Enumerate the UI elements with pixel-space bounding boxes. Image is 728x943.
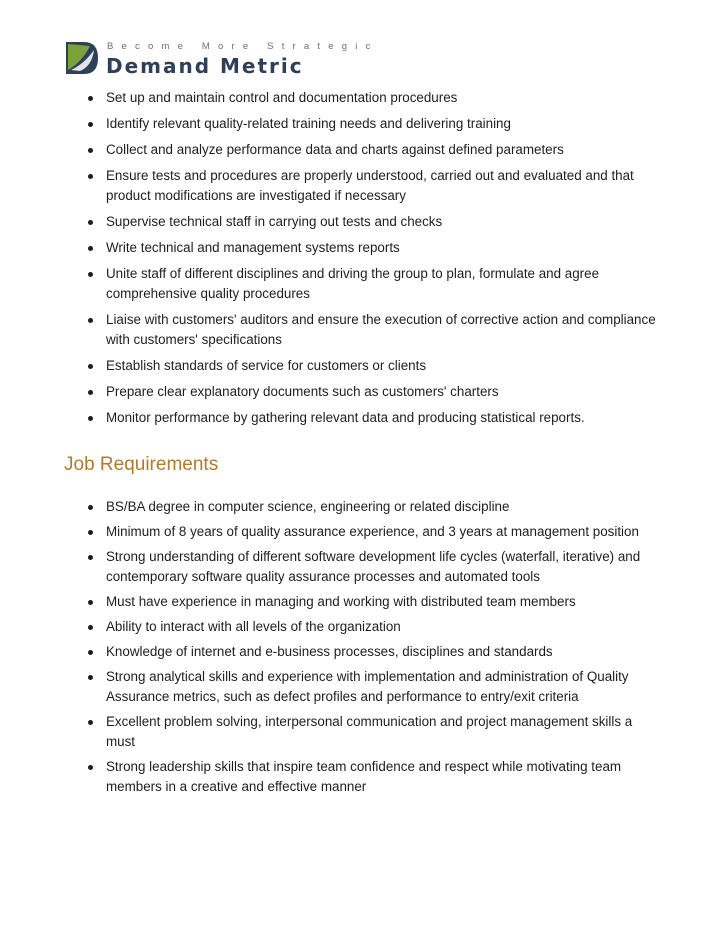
requirement-list-item: Ability to interact with all levels of the organization — [88, 617, 658, 637]
duty-list-item: Prepare clear explanatory documents such as customers' charters — [88, 382, 658, 402]
section-heading-job-requirements: Job Requirements — [64, 454, 219, 475]
duty-list-item: Set up and maintain control and documentation procedures — [88, 88, 658, 108]
requirement-list-item: Strong understanding of different software development life cycles (waterfall, iterative) and contemporary software quality assurance processes and automated tools — [88, 547, 658, 587]
duty-list-item: Collect and analyze performance data and charts against defined parameters — [88, 140, 658, 160]
duty-list-item: Monitor performance by gathering relevant data and producing statistical reports. — [88, 408, 658, 428]
requirement-list-item: Strong leadership skills that inspire team confidence and respect while motivating team members in a creative and effective manner — [88, 757, 658, 797]
duties-list — [88, 88, 658, 434]
demand-metric-logo — [64, 40, 379, 80]
requirement-list-item: Strong analytical skills and experience with implementation and administration of Quality Assurance metrics, such as defect profiles and performance to entry/exit criteria — [88, 667, 658, 707]
duty-list-item: Establish standards of service for customers or clients — [88, 356, 658, 376]
requirement-list-item: Minimum of 8 years of quality assurance experience, and 3 years at management position — [88, 522, 658, 542]
logo-tagline: Become More Strategic — [107, 41, 379, 52]
logo-brand-name: Demand Metric — [106, 54, 304, 78]
requirement-list-item: BS/BA degree in computer science, engineering or related discipline — [88, 497, 658, 517]
duty-list-item: Ensure tests and procedures are properly understood, carried out and evaluated and that product modifications are investigated if necessary — [88, 166, 658, 206]
duty-list-item: Supervise technical staff in carrying out tests and checks — [88, 212, 658, 232]
requirements-list — [88, 497, 658, 802]
requirement-list-item: Knowledge of internet and e-business processes, disciplines and standards — [88, 642, 658, 662]
requirement-list-item: Must have experience in managing and working with distributed team members — [88, 592, 658, 612]
duty-list-item: Liaise with customers' auditors and ensure the execution of corrective action and compliance with customers' specifications — [88, 310, 658, 350]
duty-list-item: Write technical and management systems reports — [88, 238, 658, 258]
duty-list-item: Identify relevant quality-related training needs and delivering training — [88, 114, 658, 134]
duty-list-item: Unite staff of different disciplines and driving the group to plan, formulate and agree comprehensive quality procedures — [88, 264, 658, 304]
logo-mark-icon — [64, 40, 100, 76]
requirement-list-item: Excellent problem solving, interpersonal communication and project management skills a must — [88, 712, 658, 752]
